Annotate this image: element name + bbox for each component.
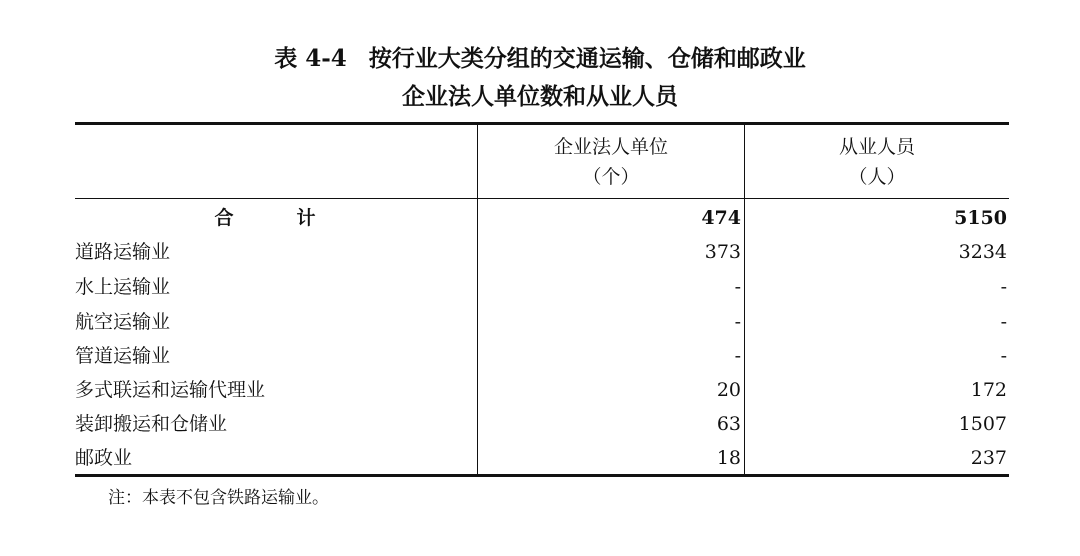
header-rule bbox=[75, 198, 1009, 199]
row-units: - bbox=[734, 276, 741, 298]
row-units: 18 bbox=[716, 447, 741, 469]
table-row-total bbox=[75, 201, 1009, 235]
table-title-line-2: 企业法人单位数和从业人员 bbox=[402, 83, 678, 110]
row-units: 474 bbox=[701, 207, 741, 229]
header-units-unit: （个） bbox=[582, 166, 640, 188]
table-note: 注：本表不包含铁路运输业。 bbox=[108, 488, 329, 508]
row-employees: 3234 bbox=[958, 241, 1007, 263]
row-employees: 1507 bbox=[958, 413, 1007, 435]
row-name: 航空运输业 bbox=[75, 311, 171, 333]
table-row bbox=[75, 235, 1009, 269]
row-units: 20 bbox=[716, 379, 741, 401]
header-employees bbox=[745, 132, 1009, 192]
row-name: 道路运输业 bbox=[75, 241, 171, 263]
row-name: 水上运输业 bbox=[75, 276, 171, 298]
header-units-label: 企业法人单位 bbox=[553, 136, 668, 158]
row-name: 合 计 bbox=[214, 207, 338, 229]
row-employees: 5150 bbox=[954, 207, 1007, 229]
row-units: - bbox=[734, 345, 741, 367]
row-employees: - bbox=[1000, 311, 1007, 333]
top-rule bbox=[75, 122, 1009, 125]
row-units: - bbox=[734, 311, 741, 333]
row-employees: 172 bbox=[970, 379, 1007, 401]
table-title-text: 按行业大类分组的交通运输、仓储和邮政业 bbox=[368, 45, 806, 72]
row-name: 管道运输业 bbox=[75, 345, 171, 367]
row-units: 63 bbox=[716, 413, 741, 435]
table-row bbox=[75, 407, 1009, 441]
row-name: 多式联运和运输代理业 bbox=[75, 379, 266, 401]
row-units: 373 bbox=[704, 241, 741, 263]
row-name: 邮政业 bbox=[75, 447, 133, 469]
table-row bbox=[75, 373, 1009, 407]
table-title-line-1 bbox=[0, 40, 1080, 73]
row-employees: - bbox=[1000, 276, 1007, 298]
table-number: 表 4-4 bbox=[274, 45, 347, 72]
header-units bbox=[478, 132, 744, 192]
table-row bbox=[75, 339, 1009, 373]
row-name: 装卸搬运和仓储业 bbox=[75, 413, 228, 435]
row-employees: - bbox=[1000, 345, 1007, 367]
table-row bbox=[75, 270, 1009, 304]
row-employees: 237 bbox=[970, 447, 1007, 469]
header-employees-unit: （人） bbox=[848, 166, 906, 188]
table-row bbox=[75, 441, 1009, 475]
table-row bbox=[75, 305, 1009, 339]
header-employees-label: 从业人员 bbox=[838, 136, 915, 158]
